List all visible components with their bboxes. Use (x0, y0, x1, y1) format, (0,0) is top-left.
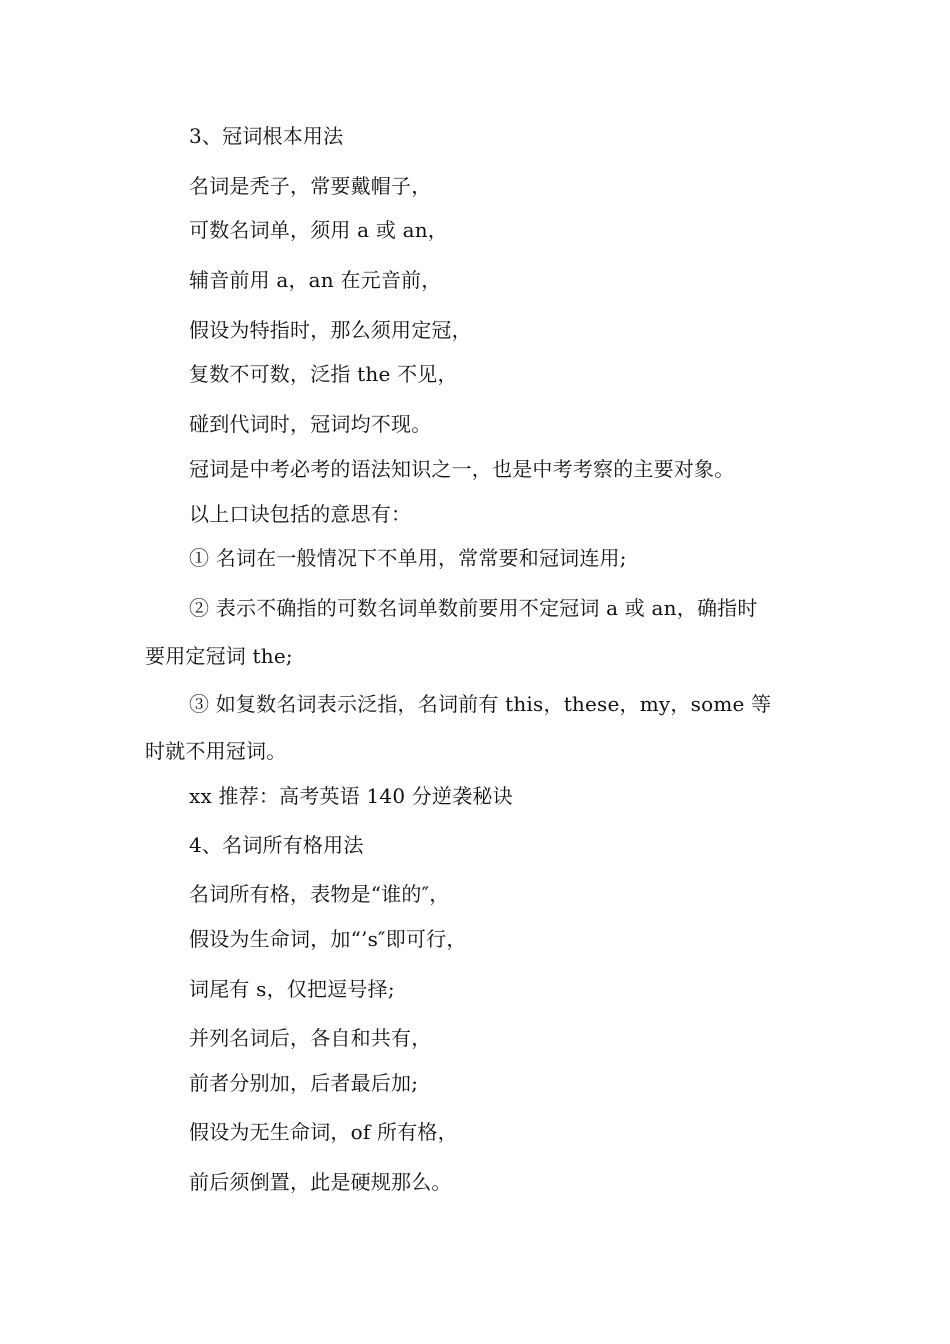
text-line: ② 表示不确指的可数名词单数前要用不定冠词 a 或 an，确指时 (189, 596, 758, 620)
text-line: 假设为无生命词，of 所有格， (189, 1120, 458, 1144)
text-line: 碰到代词时，冠词均不现。 (189, 412, 432, 436)
text-line: 可数名词单，须用 a 或 an， (189, 218, 449, 242)
section-heading-articles: 3、冠词根本用法 (189, 124, 344, 148)
text-line: ① 名词在一般情况下不单用，常常要和冠词连用; (189, 546, 627, 570)
text-line: 前者分别加，后者最后加; (189, 1071, 419, 1095)
text-line: 时就不用冠词。 (145, 739, 287, 763)
text-line: ③ 如复数名词表示泛指，名词前有 this，these，my，some 等 (189, 692, 772, 716)
section-heading-possessive: 4、名词所有格用法 (189, 833, 364, 857)
text-line: 复数不可数，泛指 the 不见， (189, 362, 458, 386)
text-line: 前后须倒置，此是硬规那么。 (189, 1170, 452, 1194)
text-line: 要用定冠词 the; (145, 644, 293, 668)
text-line: 辅音前用 a，an 在元音前， (189, 268, 442, 292)
text-line: 并列名词后，各自和共有， (189, 1026, 432, 1050)
text-line: 名词是秃子，常要戴帽子， (189, 174, 432, 198)
text-line: 名词所有格，表物是“谁的″， (189, 882, 450, 906)
text-line: 假设为特指时，那么须用定冠， (189, 318, 472, 342)
text-line: xx 推荐：高考英语 140 分逆袭秘诀 (189, 784, 513, 808)
text-line: 冠词是中考必考的语法知识之一，也是中考考察的主要对象。 (189, 457, 735, 481)
text-line: 词尾有 s，仅把逗号择; (189, 977, 395, 1001)
text-line: 以上口诀包括的意思有： (189, 502, 412, 526)
text-line: 假设为生命词，加“’s″即可行， (189, 927, 467, 951)
